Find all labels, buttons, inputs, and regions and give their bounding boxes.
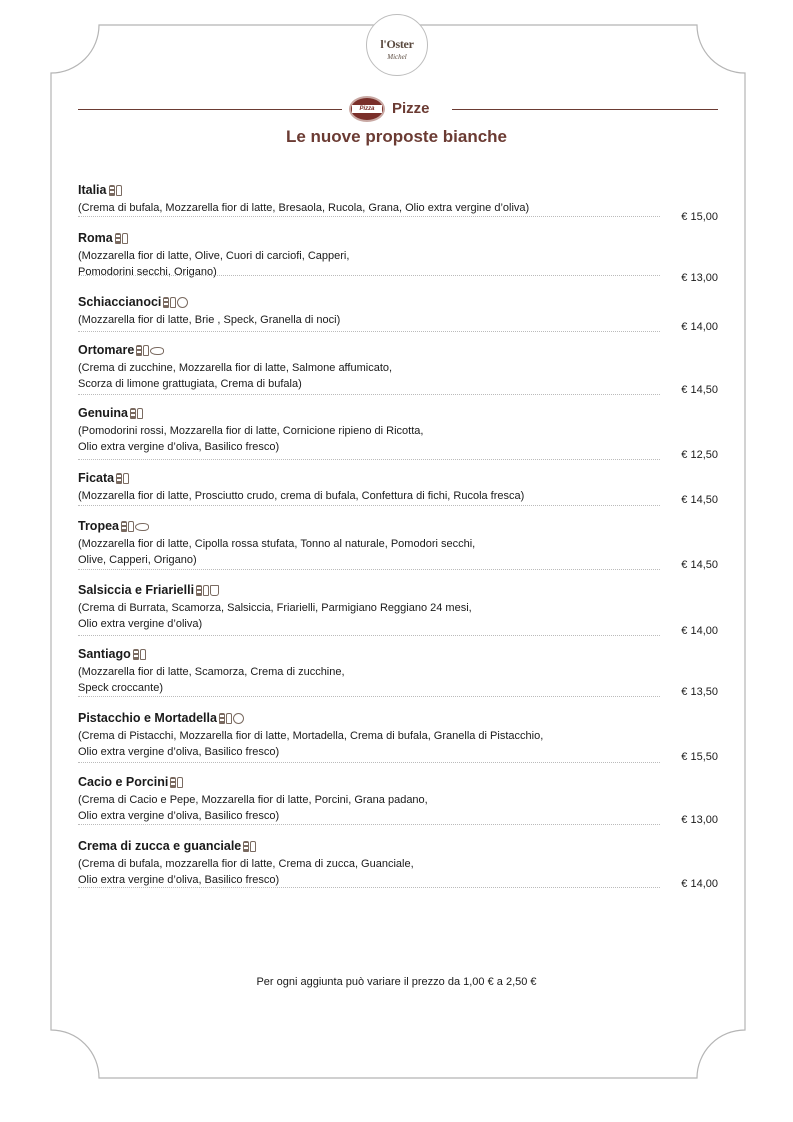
bottle-icon [130,408,136,419]
bottle-icon [121,521,127,532]
allergen-icons [116,472,130,488]
header-rule-left [78,109,342,110]
menu-item-name-row [78,518,718,536]
bottle-icon [219,713,225,724]
fish-icon [135,523,149,531]
glass-icon [170,297,176,308]
allergen-icons [243,840,257,856]
menu-item-name: Ortomare [78,343,135,357]
menu-item [78,405,718,455]
menu-item [78,230,718,280]
menu-item [78,470,718,504]
allergen-icons [133,648,147,664]
menu-item [78,582,718,632]
glass-icon [140,649,146,660]
allergen-icons [136,344,165,360]
dotted-divider [78,505,660,506]
menu-item-name-row [78,710,718,728]
menu-item-description: (Mozzarella fior di latte, Prosciutto crudo, crema di bufala, Confettura di fichi, Rucola fresca) [78,490,525,502]
dotted-divider [78,887,660,888]
allergen-icons [170,776,184,792]
menu-item-description: (Crema di bufala, Mozzarella fior di latte, Bresaola, Rucola, Grana, Olio extra vergine d’oliva) [78,202,530,214]
footer-note: Per ogni aggiunta può variare il prezzo da 1,00 € a 2,50 € [256,976,537,988]
bottle-icon [243,841,249,852]
menu-item [78,294,718,328]
nut-icon [177,297,188,308]
menu-item-price: € 12,50 [681,449,718,461]
allergen-icons [219,712,245,728]
menu-item-name: Roma [78,231,113,245]
menu-item [78,646,718,696]
menu-item-price: € 14,00 [681,321,718,333]
menu-item-name-row [78,342,718,360]
menu-item [78,710,718,760]
dotted-divider [78,635,660,636]
menu-item-description: (Crema di Cacio e Pepe, Mozzarella fior di latte, Porcini, Grana padano, Olio extra vergine d’oliva, Basilico fresco) [78,794,428,822]
bottle-icon [136,345,142,356]
allergen-icons [109,184,123,200]
menu-subtitle: Le nuove proposte bianche [285,127,508,146]
menu-item-name: Pistacchio e Mortadella [78,711,217,725]
bottle-icon [133,649,139,660]
menu-item-description: (Pomodorini rossi, Mozzarella fior di latte, Cornicione ripieno di Ricotta, Olio extra vergine d’oliva, Basilico fresco) [78,425,424,453]
menu-item-price: € 14,50 [681,559,718,571]
menu-item-description: (Crema di Pistacchi, Mozzarella fior di latte, Mortadella, Crema di bufala, Granella di Pistacchio, Olio extra vergine d’oliva, Basilico fresco) [78,730,544,758]
menu-item-name-row [78,774,718,792]
glass-icon [128,521,134,532]
allergen-icons [130,407,144,423]
menu-item-name-row [78,405,718,423]
menu-item-name: Cacio e Porcini [78,775,169,789]
dotted-divider [78,275,660,276]
flask-icon [210,585,219,596]
glass-icon [137,408,143,419]
menu-item-description: (Mozzarella fior di latte, Scamorza, Crema di zucchine, Speck croccante) [78,666,345,694]
dotted-divider [78,762,660,763]
logo-name: l'Oster [380,37,414,51]
menu-item-name-row [78,838,718,856]
restaurant-logo [366,14,428,76]
header-rule-right [452,109,718,110]
menu-item-price: € 14,00 [681,878,718,890]
menu-item-name-row [78,582,718,600]
bottle-icon [163,297,169,308]
menu-item-description: (Mozzarella fior di latte, Brie , Speck, Granella di noci) [78,314,341,326]
dotted-divider [78,459,660,460]
pizza-badge-icon [349,96,385,122]
menu-item-price: € 13,50 [681,686,718,698]
glass-icon [123,473,129,484]
glass-icon [177,777,183,788]
menu-item-name: Tropea [78,519,119,533]
menu-item [78,182,718,216]
section-title: Pizze [392,100,430,117]
allergen-icons [115,232,129,248]
menu-item-price: € 15,00 [681,211,718,223]
menu-item [78,342,718,392]
allergen-icons [121,520,150,536]
dotted-divider [78,216,660,217]
menu-item-price: € 14,00 [681,625,718,637]
menu-item-price: € 15,50 [681,751,718,763]
menu-item-description: (Crema di bufala, mozzarella fior di latte, Crema di zucca, Guanciale, Olio extra vergine d’oliva, Basilico fresco) [78,858,414,886]
dotted-divider [78,394,660,395]
menu-item-name: Schiaccianoci [78,295,162,309]
menu-item-price: € 13,00 [681,272,718,284]
menu-item-name-row [78,646,718,664]
allergen-icons [163,296,189,312]
menu-item [78,518,718,568]
menu-item-price: € 13,00 [681,814,718,826]
menu-item [78,838,718,888]
glass-icon [116,185,122,196]
menu-item-description: (Crema di zucchine, Mozzarella fior di latte, Salmone affumicato, Scorza di limone grattugiata, Crema di bufala) [78,362,393,390]
menu-item-name: Salsiccia e Friarielli [78,583,195,597]
menu-item-name-row [78,182,718,200]
menu-item-price: € 14,50 [681,494,718,506]
glass-icon [250,841,256,852]
nut-icon [233,713,244,724]
pizza-badge-label: Pizza [352,105,382,113]
bottle-icon [115,233,121,244]
menu-item-name-row [78,294,718,312]
menu-item-price: € 14,50 [681,384,718,396]
menu-item-name-row [78,230,718,248]
bottle-icon [196,585,202,596]
allergen-icons [196,584,220,600]
menu-item-name: Italia [78,183,107,197]
glass-icon [203,585,209,596]
menu-item-name: Ficata [78,471,115,485]
glass-icon [226,713,232,724]
logo-subtitle: Michel [387,53,407,61]
menu-item-name: Crema di zucca e guanciale [78,839,242,853]
fish-icon [150,347,164,355]
menu-item-name: Genuina [78,406,129,420]
bottle-icon [170,777,176,788]
menu-item-description: (Crema di Burrata, Scamorza, Salsiccia, Friarielli, Parmigiano Reggiano 24 mesi, Olio extra vergine d’oliva) [78,602,472,630]
glass-icon [122,233,128,244]
menu-item [78,774,718,824]
menu-item-name: Santiago [78,647,131,661]
menu-item-description: (Mozzarella fior di latte, Cipolla rossa stufata, Tonno al naturale, Pomodori secchi, Olive, Capperi, Origano) [78,538,476,566]
bottle-icon [109,185,115,196]
bottle-icon [116,473,122,484]
menu-item-description: (Mozzarella fior di latte, Olive, Cuori di carciofi, Capperi, Pomodorini secchi, Origano) [78,250,350,278]
dotted-divider [78,696,660,697]
dotted-divider [78,824,660,825]
glass-icon [143,345,149,356]
menu-item-name-row [78,470,718,488]
dotted-divider [78,331,660,332]
dotted-divider [78,569,660,570]
